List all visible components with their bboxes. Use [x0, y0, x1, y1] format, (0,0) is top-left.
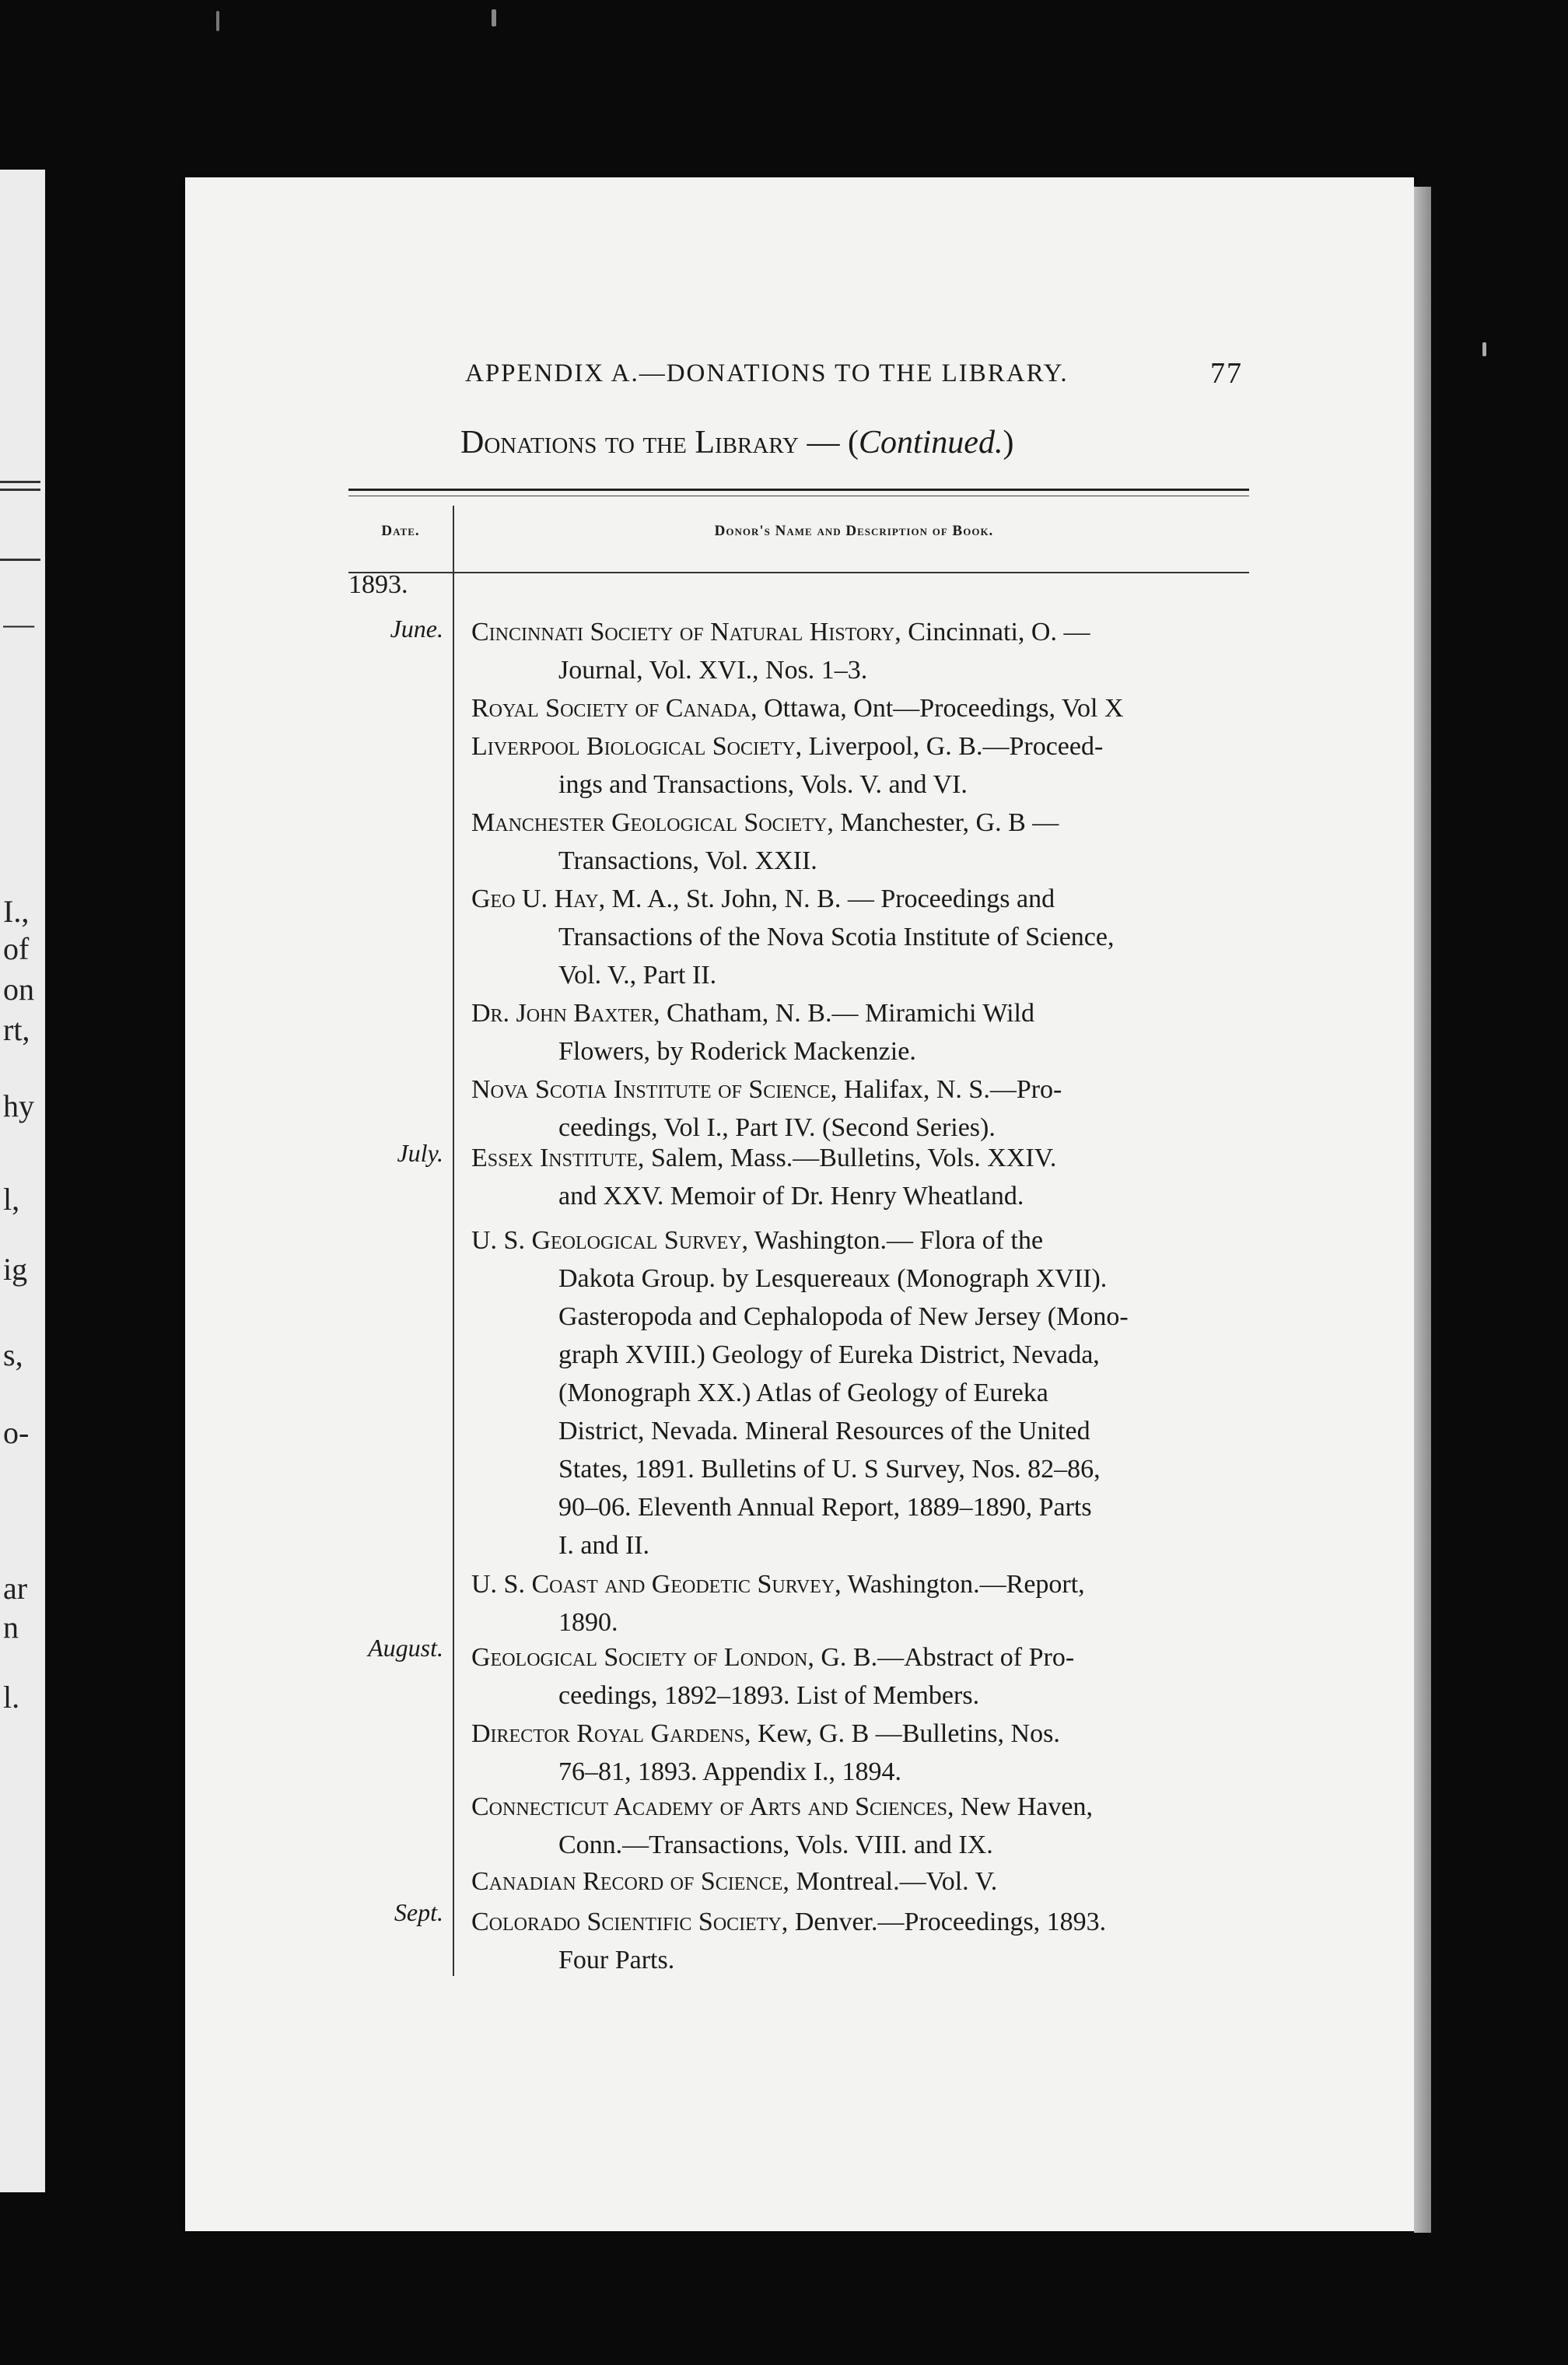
- donor-name: U. S. Coast and Geodetic Survey,: [471, 1570, 842, 1599]
- adjacent-page-rule: [0, 481, 40, 483]
- donor-name: Nova Scotia Institute of Science,: [471, 1075, 838, 1104]
- entry-text: Four Parts.: [558, 1946, 675, 1974]
- adjacent-page-fragment: of: [3, 931, 30, 966]
- scan-speck: [1482, 342, 1486, 356]
- donation-entry: [471, 1070, 1249, 1147]
- donor-name: Geological Society of London,: [471, 1643, 814, 1672]
- entry-text: Transactions of the Nova Scotia Institute of Science,: [558, 923, 1115, 951]
- adjacent-page-rule: [0, 559, 40, 561]
- entry-text: Liverpool, G. B.—Proceed-: [802, 732, 1104, 761]
- title-continued: Continued.: [858, 425, 1003, 461]
- month-label-june: June.: [390, 615, 443, 643]
- entry-text: New Haven,: [954, 1792, 1093, 1821]
- page-edge-shadow: [1414, 187, 1431, 2233]
- donation-entry: [471, 880, 1249, 994]
- entry-text: St. John, N. B. — Proceedings and: [679, 885, 1055, 913]
- donor-name: Royal Society of Canada,: [471, 694, 758, 723]
- donor-name: Manchester Geological Society,: [471, 808, 834, 837]
- donor-name: Canadian Record of Science,: [471, 1867, 789, 1896]
- adjacent-page-fragment: rt,: [3, 1012, 30, 1047]
- adjacent-page-fragment: s,: [3, 1337, 23, 1372]
- donation-entry: [471, 804, 1249, 880]
- page-title: [460, 424, 1160, 461]
- donation-entry: [471, 1862, 1249, 1901]
- adjacent-page-fragment: —: [3, 606, 34, 641]
- column-header-date: Date.: [381, 523, 420, 539]
- donation-entry: [471, 1715, 1249, 1791]
- column-divider: [453, 506, 454, 1976]
- entry-text: and XXV. Memoir of Dr. Henry Wheatland.: [558, 1182, 1024, 1211]
- donor-name: Cincinnati Society of Natural History,: [471, 618, 901, 646]
- entry-text: States, 1891. Bulletins of U. S Survey, Nos. 82–86,: [558, 1455, 1101, 1484]
- title-main: Donations to the Library — (: [460, 425, 859, 461]
- donor-name: Liverpool Biological Society,: [471, 732, 803, 761]
- adjacent-page-fragment: ar: [3, 1571, 28, 1606]
- entry-text: Manchester, G. B —: [833, 808, 1059, 837]
- adjacent-page-fragment: hy: [3, 1088, 34, 1123]
- entry-text: Ottawa, Ont—Proceedings, Vol X: [757, 694, 1124, 723]
- entry-text: Transactions, Vol. XXII.: [558, 846, 817, 875]
- adjacent-page-fragment: l.: [3, 1680, 20, 1715]
- entry-text: graph XVIII.) Geology of Eureka District, Nevada,: [558, 1340, 1100, 1369]
- adjacent-page-fragment: I.,: [3, 894, 30, 929]
- entry-text: Montreal.—Vol. V.: [789, 1867, 998, 1896]
- donation-entry: [471, 1139, 1249, 1215]
- entry-text: Washington.—Report,: [841, 1570, 1085, 1599]
- entry-text: Gasteropoda and Cephalopoda of New Jersey (Mono-: [558, 1302, 1129, 1331]
- entry-text: ings and Transactions, Vols. V. and VI.: [558, 770, 968, 799]
- entry-text: Salem, Mass.—Bulletins, Vols. XXIV.: [644, 1144, 1057, 1172]
- running-head: APPENDIX A.—DONATIONS TO THE LIBRARY.: [465, 359, 1069, 387]
- entry-text: Washington.— Flora of the: [747, 1226, 1044, 1255]
- entry-text: District, Nevada. Mineral Resources of the United: [558, 1417, 1090, 1445]
- donation-entry: [471, 1638, 1249, 1715]
- title-close: ): [1003, 425, 1014, 461]
- scan-speck: [216, 11, 219, 31]
- donation-entry: [471, 1788, 1249, 1864]
- entry-text: Dakota Group. by Lesquereaux (Monograph XVII).: [558, 1264, 1108, 1293]
- donor-name: Colorado Scientific Society,: [471, 1908, 789, 1936]
- donation-entry: [471, 727, 1249, 804]
- entry-text: Kew, G. B —Bulletins, Nos.: [751, 1719, 1060, 1748]
- entry-text: G. B.—Abstract of Pro-: [814, 1643, 1075, 1672]
- page-number: 77: [1210, 357, 1243, 390]
- entry-text: Vol. V., Part II.: [558, 961, 717, 990]
- month-label-august: August.: [368, 1634, 443, 1662]
- donor-name: Dr. John Baxter,: [471, 999, 660, 1028]
- entry-text: (Monograph XX.) Atlas of Geology of Eureka: [558, 1379, 1048, 1407]
- entry-text: 1890.: [558, 1608, 618, 1637]
- donation-entry: [471, 689, 1249, 727]
- month-label-july: July.: [397, 1139, 443, 1167]
- donation-entry: [471, 613, 1249, 689]
- adjacent-page-fragment: o-: [3, 1415, 30, 1450]
- donation-entry: [471, 1903, 1249, 1979]
- entry-text: Denver.—Proceedings, 1893.: [788, 1908, 1107, 1936]
- column-header-description: Donor's Name and Description of Book.: [714, 523, 994, 539]
- entry-text: Journal, Vol. XVI., Nos. 1–3.: [558, 656, 868, 685]
- table-header-rule: [348, 572, 1249, 573]
- donor-name: Essex Institute,: [471, 1144, 645, 1172]
- adjacent-page-fragment: l,: [3, 1182, 20, 1217]
- entry-text: ceedings, Vol I., Part IV. (Second Series).: [558, 1113, 996, 1142]
- entry-text: Cincinnati, O. —: [901, 618, 1090, 646]
- scan-speck: [492, 9, 496, 26]
- month-label-sept: Sept.: [394, 1898, 443, 1926]
- entry-text: Flowers, by Roderick Mackenzie.: [558, 1037, 916, 1066]
- entry-text: ceedings, 1892–1893. List of Members.: [558, 1681, 980, 1710]
- entry-text: 90–06. Eleventh Annual Report, 1889–1890, Parts: [558, 1493, 1092, 1522]
- entry-text: 76–81, 1893. Appendix I., 1894.: [558, 1757, 902, 1786]
- donation-entry: [471, 1565, 1249, 1641]
- donation-entry: [471, 994, 1249, 1070]
- donor-name: Director Royal Gardens,: [471, 1719, 751, 1748]
- donor-name: U. S. Geological Survey,: [471, 1226, 748, 1255]
- adjacent-page-fragment: ig: [3, 1252, 28, 1287]
- donation-entry: [471, 1221, 1249, 1564]
- entry-text: Chatham, N. B.— Miramichi Wild: [660, 999, 1034, 1028]
- table-rule: [348, 489, 1249, 491]
- adjacent-page-edge: [0, 170, 45, 2192]
- adjacent-page-fragment: n: [3, 1610, 19, 1645]
- entry-text: Conn.—Transactions, Vols. VIII. and IX.: [558, 1831, 993, 1859]
- year-label: 1893.: [348, 570, 408, 599]
- entry-text: I. and II.: [558, 1531, 650, 1560]
- entry-text: Halifax, N. S.—Pro-: [837, 1075, 1062, 1104]
- donor-name: Connecticut Academy of Arts and Sciences,: [471, 1792, 954, 1821]
- adjacent-page-fragment: on: [3, 972, 34, 1007]
- donor-name: Geo U. Hay, M. A.,: [471, 885, 680, 913]
- adjacent-page-rule: [0, 489, 40, 491]
